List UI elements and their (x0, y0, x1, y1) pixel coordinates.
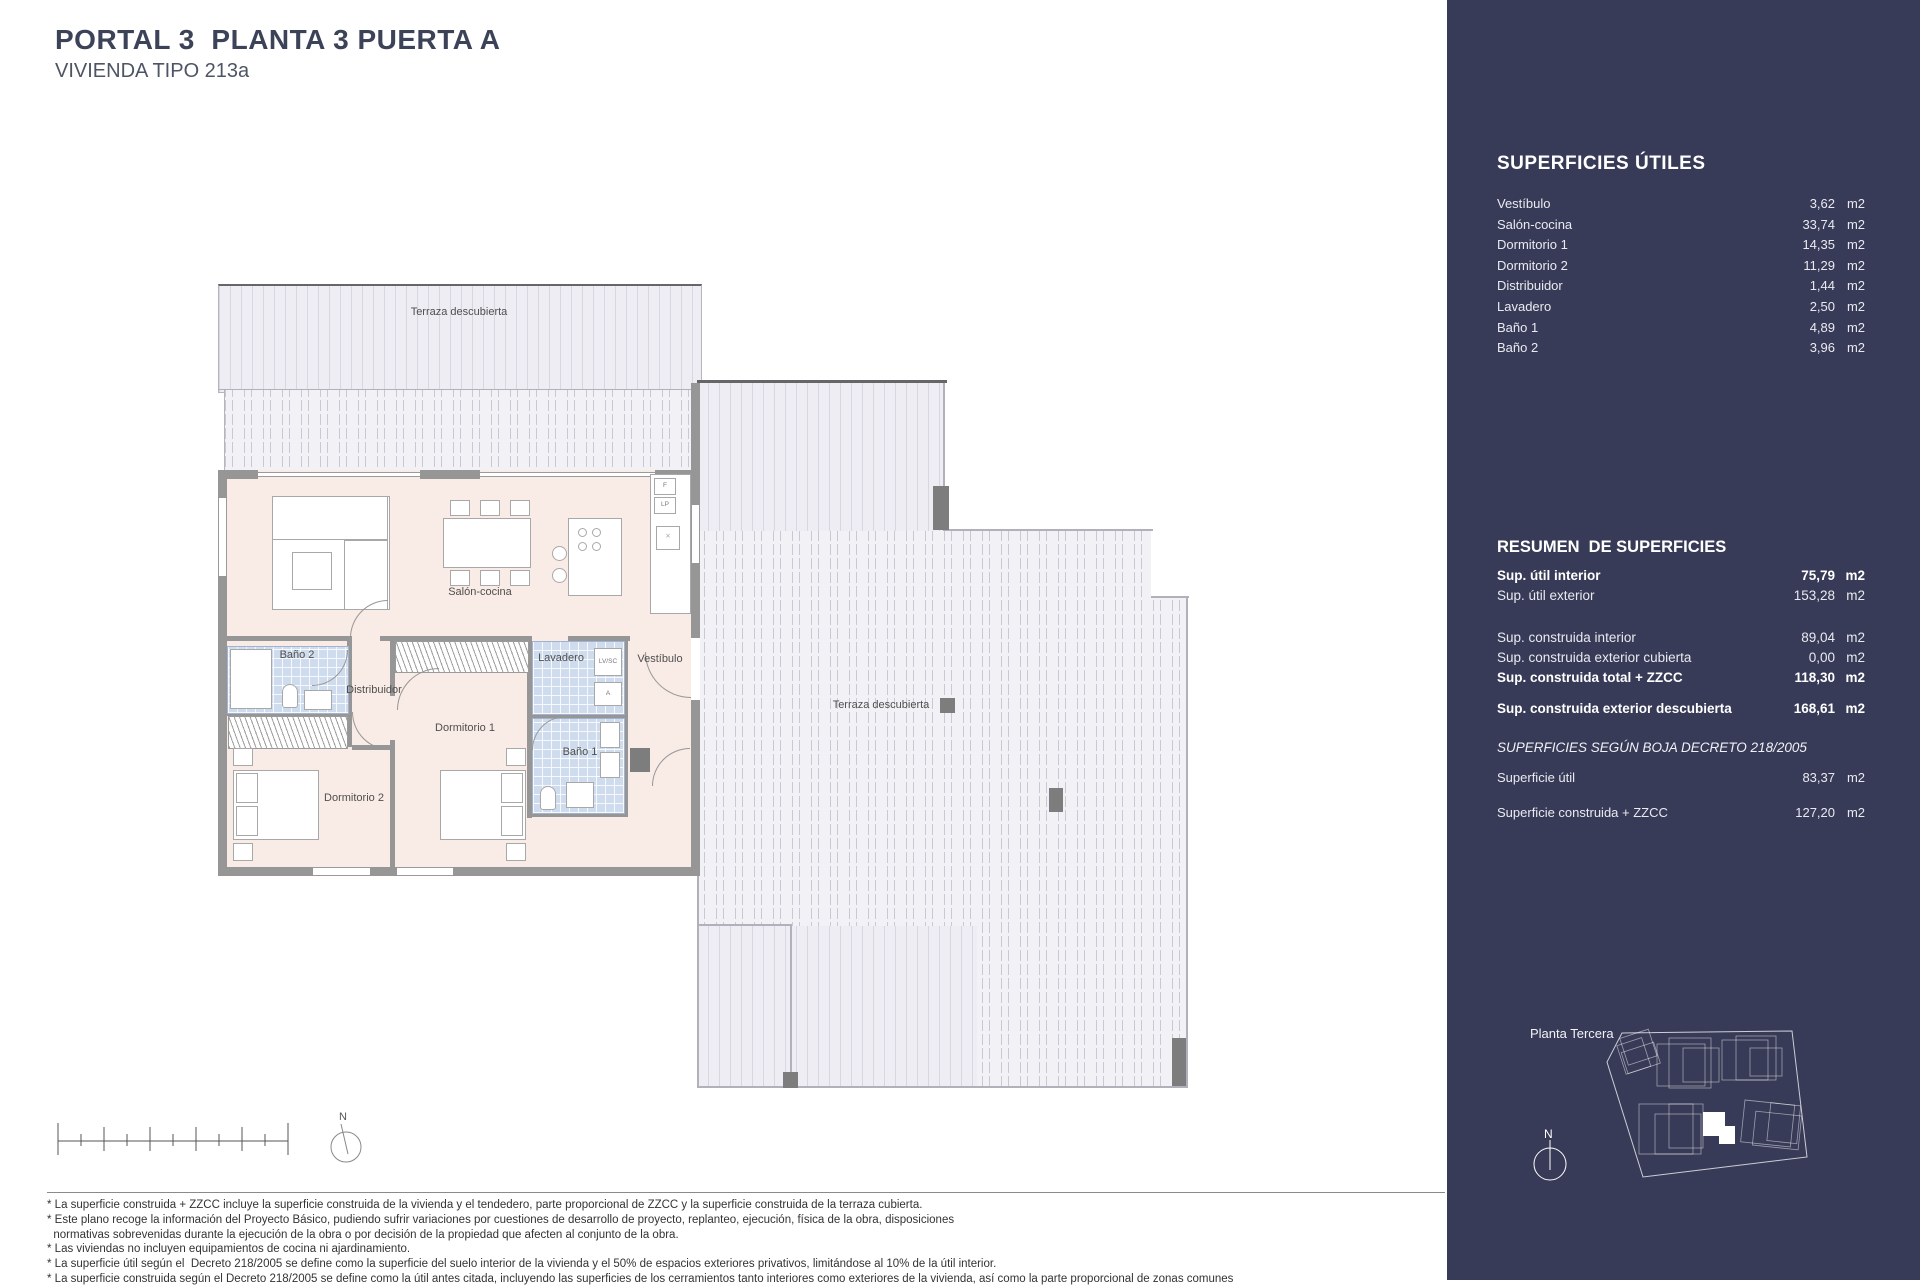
stool (552, 568, 567, 583)
table-row: Distribuidor 1,44 m2 (1497, 278, 1865, 294)
pillow (501, 806, 523, 836)
wardrobe (228, 716, 348, 749)
chair (480, 500, 500, 516)
window (313, 867, 370, 876)
table-row: Salón-cocina 33,74 m2 (1497, 216, 1865, 232)
room-label-bano1: Baño 1 (562, 746, 598, 758)
room-label-dormitorio2: Dormitorio 2 (324, 792, 384, 804)
table-row: Dormitorio 2 11,29 m2 (1497, 257, 1865, 273)
table-row: Baño 1 4,89 m2 (1497, 319, 1865, 335)
boja-title: SUPERFICIES SEGÚN BOJA DECRETO 218/2005 (1497, 740, 1807, 755)
pergola-band (224, 390, 702, 470)
room-label-vestibulo: Vestíbulo (637, 653, 683, 665)
north-label: N (339, 1111, 347, 1123)
room-label-distribuidor: Distribuidor (346, 684, 402, 696)
table-row: Dormitorio 1 14,35 m2 (1497, 237, 1865, 253)
table-row: Sup. construida interior 89,04 m2 (1497, 630, 1865, 645)
table-row: Sup. construida exterior descubierta 168,61 m2 (1497, 701, 1865, 716)
pillar (933, 486, 949, 530)
terrace-edge (697, 875, 699, 1088)
footnote-line: * Las viviendas no incluyen equipamientos de cocina ni ajardinamiento. (47, 1243, 411, 1256)
pillar (1049, 788, 1063, 812)
window (691, 505, 700, 563)
terrace-edge (945, 529, 1153, 531)
window (218, 498, 227, 576)
table-row: Sup. útil exterior 153,28 m2 (1497, 588, 1865, 603)
terrace-edge (697, 1086, 1188, 1088)
terrace-top-label: Terraza descubierta (410, 306, 508, 318)
pillar (783, 1072, 798, 1088)
wall (691, 383, 700, 470)
footnote-line: * La superficie útil según el Decreto 218/2005 se define como la superficie del suelo interior de la vivienda y el 50% de espacios exteriores privativos, limitándose al 10% de la útil interior. (47, 1258, 997, 1271)
site-plan-title: Planta Tercera (1530, 1026, 1614, 1041)
chair (480, 570, 500, 586)
site-north-label: N (1544, 1127, 1553, 1141)
wall (697, 380, 947, 383)
hob-burner (592, 542, 601, 551)
footnote-line: * La superficie construida según el Decreto 218/2005 se define como la útil antes citada, incluyendo las superficies de los cerramientos tanto interiores como exteriores de la vivienda, así como la parte proporcional de zonas comunes (47, 1272, 1234, 1285)
table-row: Vestíbulo 3,62 m2 (1497, 196, 1865, 211)
terrace-right-label: Terraza descubierta (832, 699, 930, 711)
wardrobe (395, 641, 529, 673)
wall (222, 636, 347, 641)
terrace-edge (1151, 596, 1189, 598)
terrace-edge (697, 924, 792, 926)
table-row: Sup. construida exterior cubierta 0,00 m2 (1497, 650, 1865, 665)
wall (420, 470, 480, 479)
room-label-dormitorio1: Dormitorio 1 (435, 722, 495, 734)
table-row: Superficie construida + ZZCC 127,20 m2 (1497, 805, 1865, 820)
table-row: Baño 2 3,96 m2 (1497, 340, 1865, 356)
room-label-salon: Salón-cocina (448, 586, 512, 598)
water-heater-label: A (605, 690, 611, 697)
stool (552, 546, 567, 561)
nightstand (233, 748, 253, 766)
fridge-label: F (663, 482, 667, 489)
hob-burner (578, 542, 587, 551)
pillow (501, 773, 523, 803)
dining-table (443, 518, 531, 568)
table-row: Lavadero 2,50 m2 (1497, 298, 1865, 314)
chair (450, 500, 470, 516)
sofa (272, 496, 388, 540)
superficies-utiles-title: SUPERFICIES ÚTILES (1497, 153, 1706, 174)
footnote-line: normativas sobrevenidas durante la ejecución de la obra o por decisión de la propiedad que afecten al conjunto de la obra. (47, 1228, 679, 1241)
boja-table (1497, 768, 1865, 823)
resumen-table (1497, 566, 1865, 719)
page-subtitle: VIVIENDA TIPO 213a (55, 60, 250, 82)
room-label-lavadero: Lavadero (538, 652, 584, 664)
table-row: Superficie útil 83,37 m2 (1497, 770, 1865, 785)
door-opening (691, 638, 700, 700)
table-row: Sup. construida total + ZZCC 118,30 m2 (1497, 670, 1865, 685)
window (397, 867, 453, 876)
north-arrow-icon (318, 1102, 378, 1172)
nightstand (506, 843, 526, 861)
toilet (540, 786, 556, 810)
shelf (600, 722, 620, 748)
pillow (236, 773, 258, 803)
pillar (1172, 1038, 1186, 1086)
washbasin (566, 782, 594, 808)
table-row: Sup. útil interior 75,79 m2 (1497, 568, 1865, 583)
hob-burner (578, 528, 587, 537)
scale-bar (52, 1115, 292, 1159)
summary-sidebar (1447, 0, 1920, 1280)
terrace-edge (790, 926, 792, 1088)
washer-label: LV/SC (598, 658, 618, 665)
wall (390, 740, 395, 876)
hob-burner (592, 528, 601, 537)
footnote-line: * Este plano recoge la información del Proyecto Básico, pudiendo sufrir variaciones por cuestiones de desarrollo de proyecto, replanteo, ejecución, física de la obra, disposiciones (47, 1213, 955, 1226)
resumen-title: RESUMEN DE SUPERFICIES (1497, 538, 1727, 556)
chair (510, 570, 530, 586)
superficies-utiles-table (1497, 194, 1865, 359)
site-plan (1507, 1012, 1907, 1222)
pillow (236, 806, 258, 836)
sink-unit-mark: ✕ (665, 533, 671, 540)
page-title: PORTAL 3 PLANTA 3 PUERTA A (55, 24, 501, 55)
toilet (282, 684, 298, 708)
dishwasher-label: LP (661, 501, 669, 508)
coffee-table (292, 552, 332, 590)
terrace-top-area (218, 284, 702, 393)
room-label-bano2: Baño 2 (279, 649, 315, 661)
wall (218, 867, 700, 876)
footnote-line: * La superficie construida + ZZCC incluye la superficie construida de la vivienda y el tendedero, parte proporcional de ZZCC y la superficie construida de la terraza cubierta. (47, 1199, 923, 1211)
highlighted-unit (1703, 1112, 1735, 1144)
terrace-divider (218, 389, 700, 390)
nightstand (233, 843, 253, 861)
chair (510, 500, 530, 516)
pillar (630, 748, 650, 772)
nightstand (506, 748, 526, 766)
terrace-edge (1186, 598, 1188, 1088)
footnotes (47, 1192, 1445, 1287)
chair (450, 570, 470, 586)
